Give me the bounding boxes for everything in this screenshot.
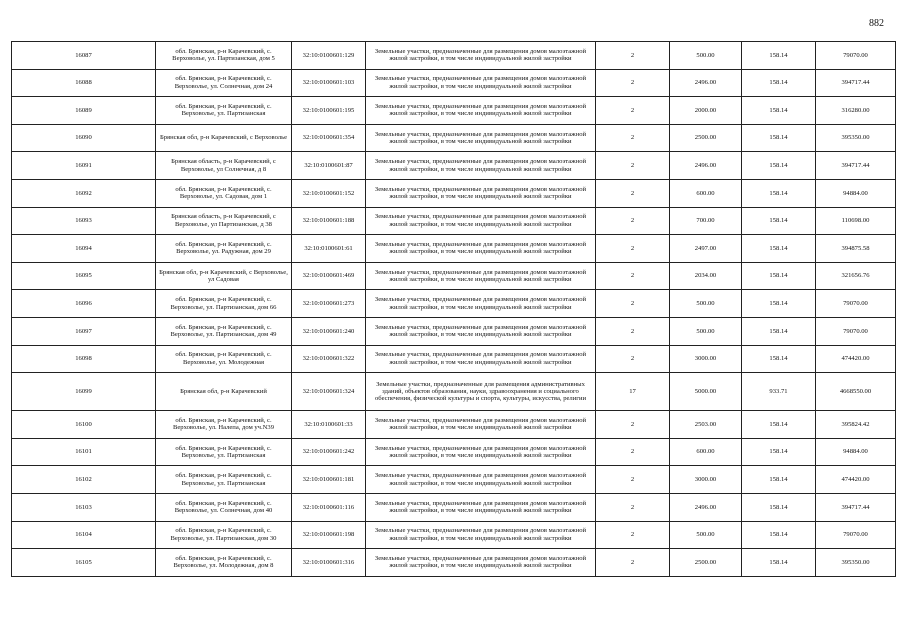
group-cell: 17 — [596, 373, 670, 411]
cadastral-number-cell: 32:10:0100601:152 — [292, 179, 366, 207]
row-id-cell: 16090 — [12, 124, 156, 152]
cadastral-number-cell: 32:10:0100601:354 — [292, 124, 366, 152]
cadastral-value-cell: 79070.00 — [816, 317, 896, 345]
specific-value-cell: 158.14 — [742, 179, 816, 207]
land-use-cell: Земельные участки, предназначенные для размещения домов малоэтажной жилой застройки, в том числе индивидуальной жилой застройки — [366, 345, 596, 373]
cadastral-number-cell: 32:10:0100601:195 — [292, 97, 366, 125]
area-cell: 2497.00 — [670, 235, 742, 263]
table-row — [12, 373, 896, 411]
land-use-cell: Земельные участки, предназначенные для размещения домов малоэтажной жилой застройки, в том числе индивидуальной жилой застройки — [366, 124, 596, 152]
cadastral-number-cell: 32:10:0100601:61 — [292, 235, 366, 263]
group-cell: 2 — [596, 262, 670, 290]
row-id-cell: 16091 — [12, 152, 156, 180]
row-id-cell: 16089 — [12, 97, 156, 125]
group-cell: 2 — [596, 411, 670, 439]
land-use-cell: Земельные участки, предназначенные для размещения домов малоэтажной жилой застройки, в том числе индивидуальной жилой застройки — [366, 42, 596, 70]
group-cell: 2 — [596, 438, 670, 466]
row-id-cell: 16092 — [12, 179, 156, 207]
address-cell: обл. Брянская, р-н Карачевский, с. Верховолье, ул. Молодежная — [156, 345, 292, 373]
cadastral-number-cell: 32:10:0100601:242 — [292, 438, 366, 466]
table-row — [12, 42, 896, 70]
area-cell: 2034.00 — [670, 262, 742, 290]
cadastral-value-cell: 394717.44 — [816, 152, 896, 180]
table-row — [12, 152, 896, 180]
table-row — [12, 438, 896, 466]
area-cell: 500.00 — [670, 521, 742, 549]
land-use-cell: Земельные участки, предназначенные для размещения домов малоэтажной жилой застройки, в том числе индивидуальной жилой застройки — [366, 207, 596, 235]
table-row — [12, 124, 896, 152]
address-cell: Брянская обл, р-н Карачевский, с Верховолье, ул Садовая — [156, 262, 292, 290]
cadastral-value-cell: 474420.00 — [816, 466, 896, 494]
row-id-cell: 16100 — [12, 411, 156, 439]
cadastral-value-cell: 110698.00 — [816, 207, 896, 235]
area-cell: 2496.00 — [670, 69, 742, 97]
land-use-cell: Земельные участки, предназначенные для размещения домов малоэтажной жилой застройки, в том числе индивидуальной жилой застройки — [366, 152, 596, 180]
row-id-cell: 16095 — [12, 262, 156, 290]
cadastral-value-cell: 316280.00 — [816, 97, 896, 125]
land-use-cell: Земельные участки, предназначенные для размещения домов малоэтажной жилой застройки, в том числе индивидуальной жилой застройки — [366, 262, 596, 290]
land-use-cell: Земельные участки, предназначенные для размещения домов малоэтажной жилой застройки, в том числе индивидуальной жилой застройки — [366, 493, 596, 521]
address-cell: обл. Брянская, р-н Карачевский, с. Верховолье, ул. Партизанская — [156, 466, 292, 494]
area-cell: 2496.00 — [670, 152, 742, 180]
specific-value-cell: 158.14 — [742, 493, 816, 521]
specific-value-cell: 158.14 — [742, 549, 816, 577]
cadastral-number-cell: 32:10:0100601:316 — [292, 549, 366, 577]
specific-value-cell: 158.14 — [742, 466, 816, 494]
cadastral-number-cell: 32:10:0100601:198 — [292, 521, 366, 549]
area-cell: 500.00 — [670, 317, 742, 345]
specific-value-cell: 158.14 — [742, 42, 816, 70]
area-cell: 3000.00 — [670, 466, 742, 494]
cadastral-value-cell: 79070.00 — [816, 42, 896, 70]
group-cell: 2 — [596, 317, 670, 345]
table-row — [12, 317, 896, 345]
specific-value-cell: 158.14 — [742, 97, 816, 125]
table-row — [12, 69, 896, 97]
row-id-cell: 16103 — [12, 493, 156, 521]
area-cell: 2000.00 — [670, 97, 742, 125]
area-cell: 2496.00 — [670, 493, 742, 521]
table-row — [12, 207, 896, 235]
table-row — [12, 411, 896, 439]
row-id-cell: 16099 — [12, 373, 156, 411]
group-cell: 2 — [596, 521, 670, 549]
cadastral-value-cell: 394875.58 — [816, 235, 896, 263]
table-row — [12, 466, 896, 494]
cadastral-value-cell: 394717.44 — [816, 69, 896, 97]
page-number: 882 — [869, 18, 884, 29]
land-use-cell: Земельные участки, предназначенные для размещения домов малоэтажной жилой застройки, в том числе индивидуальной жилой застройки — [366, 411, 596, 439]
address-cell: обл. Брянская, р-н Карачевский, с. Верховолье, ул. Солнечная, дом 40 — [156, 493, 292, 521]
row-id-cell: 16097 — [12, 317, 156, 345]
cadastral-number-cell: 32:10:0100601:322 — [292, 345, 366, 373]
area-cell: 3000.00 — [670, 345, 742, 373]
area-cell: 2503.00 — [670, 411, 742, 439]
address-cell: обл. Брянская, р-н Карачевский, с. Верховолье, ул. Партизанская — [156, 97, 292, 125]
land-use-cell: Земельные участки, предназначенные для размещения домов малоэтажной жилой застройки, в том числе индивидуальной жилой застройки — [366, 69, 596, 97]
group-cell: 2 — [596, 97, 670, 125]
row-id-cell: 16096 — [12, 290, 156, 318]
group-cell: 2 — [596, 207, 670, 235]
row-id-cell: 16101 — [12, 438, 156, 466]
land-use-cell: Земельные участки, предназначенные для размещения домов малоэтажной жилой застройки, в том числе индивидуальной жилой застройки — [366, 521, 596, 549]
specific-value-cell: 158.14 — [742, 411, 816, 439]
specific-value-cell: 933.71 — [742, 373, 816, 411]
address-cell: Брянская обл, р-н Карачевский, с Верховолье — [156, 124, 292, 152]
cadastral-number-cell: 32:10:0100601:87 — [292, 152, 366, 180]
cadastral-number-cell: 32:10:0100601:116 — [292, 493, 366, 521]
row-id-cell: 16105 — [12, 549, 156, 577]
group-cell: 2 — [596, 345, 670, 373]
table-row — [12, 97, 896, 125]
area-cell: 2500.00 — [670, 549, 742, 577]
area-cell: 5000.00 — [670, 373, 742, 411]
land-use-cell: Земельные участки, предназначенные для размещения домов малоэтажной жилой застройки, в том числе индивидуальной жилой застройки — [366, 235, 596, 263]
group-cell: 2 — [596, 235, 670, 263]
table-row — [12, 235, 896, 263]
land-use-cell: Земельные участки, предназначенные для размещения домов малоэтажной жилой застройки, в том числе индивидуальной жилой застройки — [366, 438, 596, 466]
row-id-cell: 16093 — [12, 207, 156, 235]
table-row — [12, 262, 896, 290]
table-row — [12, 521, 896, 549]
cadastral-number-cell: 32:10:0100601:324 — [292, 373, 366, 411]
cadastral-number-cell: 32:10:0100601:273 — [292, 290, 366, 318]
cadastral-value-cell: 79070.00 — [816, 290, 896, 318]
cadastral-value-cell: 94884.00 — [816, 179, 896, 207]
address-cell: Брянская область, р-н Карачевский, с Верховолье, ул Партизанская, д 38 — [156, 207, 292, 235]
table-row — [12, 493, 896, 521]
address-cell: обл. Брянская, р-н Карачевский, с. Верховолье, ул. Налепа, дом уч.N39 — [156, 411, 292, 439]
row-id-cell: 16087 — [12, 42, 156, 70]
cadastral-number-cell: 32:10:0100601:103 — [292, 69, 366, 97]
area-cell: 500.00 — [670, 42, 742, 70]
cadastral-number-cell: 32:10:0100601:469 — [292, 262, 366, 290]
address-cell: обл. Брянская, р-н Карачевский, с. Верховолье, ул. Садовая, дом 1 — [156, 179, 292, 207]
table-row — [12, 179, 896, 207]
table-row — [12, 290, 896, 318]
cadastral-number-cell: 32:10:0100601:33 — [292, 411, 366, 439]
row-id-cell: 16104 — [12, 521, 156, 549]
cadastral-value-cell: 395350.00 — [816, 549, 896, 577]
specific-value-cell: 158.14 — [742, 317, 816, 345]
table-row — [12, 345, 896, 373]
row-id-cell: 16102 — [12, 466, 156, 494]
specific-value-cell: 158.14 — [742, 521, 816, 549]
specific-value-cell: 158.14 — [742, 124, 816, 152]
cadastral-value-cell: 321656.76 — [816, 262, 896, 290]
address-cell: обл. Брянская, р-н Карачевский, с. Верховолье, ул. Солнечная, дом 24 — [156, 69, 292, 97]
address-cell: обл. Брянская, р-н Карачевский, с. Верховолье, ул. Партизанская, дом 30 — [156, 521, 292, 549]
group-cell: 2 — [596, 549, 670, 577]
cadastral-value-cell: 395350.00 — [816, 124, 896, 152]
address-cell: Брянская обл, р-н Карачевский — [156, 373, 292, 411]
land-use-cell: Земельные участки, предназначенные для размещения домов малоэтажной жилой застройки, в том числе индивидуальной жилой застройки — [366, 549, 596, 577]
row-id-cell: 16094 — [12, 235, 156, 263]
specific-value-cell: 158.14 — [742, 290, 816, 318]
address-cell: обл. Брянская, р-н Карачевский, с. Верховолье, ул. Молодежная, дом 8 — [156, 549, 292, 577]
specific-value-cell: 158.14 — [742, 235, 816, 263]
specific-value-cell: 158.14 — [742, 152, 816, 180]
cadastral-value-cell: 394717.44 — [816, 493, 896, 521]
cadastral-number-cell: 32:10:0100601:188 — [292, 207, 366, 235]
area-cell: 600.00 — [670, 179, 742, 207]
address-cell: обл. Брянская, р-н Карачевский, с. Верховолье, ул. Партизанская, дом 49 — [156, 317, 292, 345]
address-cell: Брянская область, р-н Карачевский, с Верховолье, ул Солнечная, д 8 — [156, 152, 292, 180]
group-cell: 2 — [596, 290, 670, 318]
group-cell: 2 — [596, 42, 670, 70]
specific-value-cell: 158.14 — [742, 69, 816, 97]
area-cell: 500.00 — [670, 290, 742, 318]
group-cell: 2 — [596, 152, 670, 180]
cadastral-number-cell: 32:10:0100601:240 — [292, 317, 366, 345]
row-id-cell: 16098 — [12, 345, 156, 373]
cadastral-value-cell: 474420.00 — [816, 345, 896, 373]
address-cell: обл. Брянская, р-н Карачевский, с. Верховолье, ул. Партизанская, дом 66 — [156, 290, 292, 318]
row-id-cell: 16088 — [12, 69, 156, 97]
table-body — [12, 42, 896, 577]
cadastral-value-cell: 79070.00 — [816, 521, 896, 549]
land-use-cell: Земельные участки, предназначенные для размещения домов малоэтажной жилой застройки, в том числе индивидуальной жилой застройки — [366, 97, 596, 125]
land-use-cell: Земельные участки, предназначенные для размещения домов малоэтажной жилой застройки, в том числе индивидуальной жилой застройки — [366, 317, 596, 345]
area-cell: 600.00 — [670, 438, 742, 466]
group-cell: 2 — [596, 69, 670, 97]
specific-value-cell: 158.14 — [742, 262, 816, 290]
address-cell: обл. Брянская, р-н Карачевский, с. Верховолье, ул. Партизанская — [156, 438, 292, 466]
group-cell: 2 — [596, 124, 670, 152]
specific-value-cell: 158.14 — [742, 207, 816, 235]
cadastral-value-cell: 4668550.00 — [816, 373, 896, 411]
cadastral-number-cell: 32:10:0100601:181 — [292, 466, 366, 494]
specific-value-cell: 158.14 — [742, 345, 816, 373]
land-use-cell: Земельные участки, предназначенные для размещения домов малоэтажной жилой застройки, в том числе индивидуальной жилой застройки — [366, 290, 596, 318]
address-cell: обл. Брянская, р-н Карачевский, с. Верховолье, ул. Радужная, дом 29 — [156, 235, 292, 263]
address-cell: обл. Брянская, р-н Карачевский, с. Верховолье, ул. Партизанская, дом 5 — [156, 42, 292, 70]
land-use-cell: Земельные участки, предназначенные для размещения административных зданий, объектов образования, науки, здравоохранения и социального обеспечения, физической культуры и спорта, культуры, искусства, религии — [366, 373, 596, 411]
cadastral-number-cell: 32:10:0100601:129 — [292, 42, 366, 70]
area-cell: 2500.00 — [670, 124, 742, 152]
group-cell: 2 — [596, 466, 670, 494]
area-cell: 700.00 — [670, 207, 742, 235]
cadastral-value-cell: 94884.00 — [816, 438, 896, 466]
group-cell: 2 — [596, 179, 670, 207]
land-use-cell: Земельные участки, предназначенные для размещения домов малоэтажной жилой застройки, в том числе индивидуальной жилой застройки — [366, 179, 596, 207]
cadastral-value-table — [11, 41, 896, 577]
land-use-cell: Земельные участки, предназначенные для размещения домов малоэтажной жилой застройки, в том числе индивидуальной жилой застройки — [366, 466, 596, 494]
group-cell: 2 — [596, 493, 670, 521]
specific-value-cell: 158.14 — [742, 438, 816, 466]
cadastral-value-cell: 395824.42 — [816, 411, 896, 439]
table-row — [12, 549, 896, 577]
